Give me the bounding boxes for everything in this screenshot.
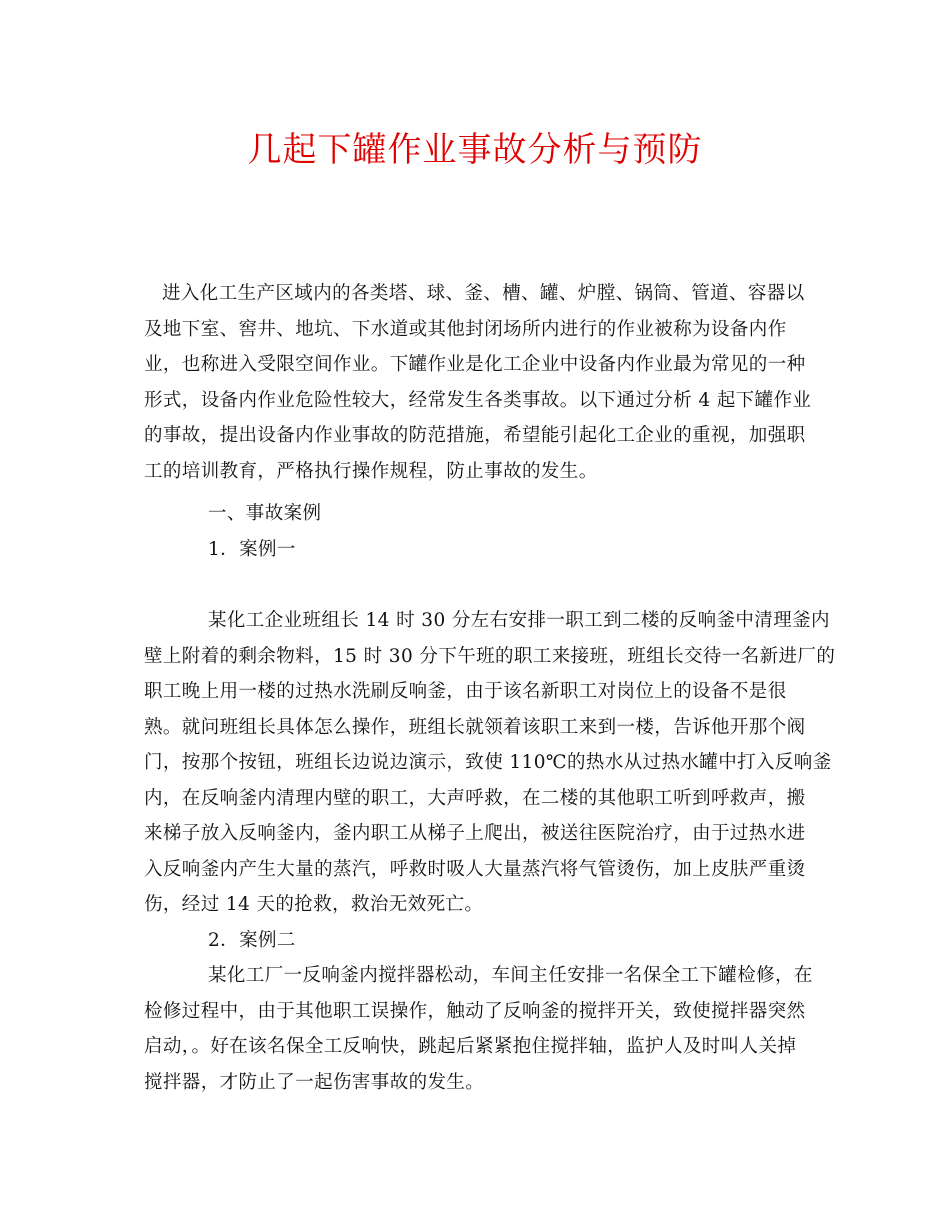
case1-line: 内，在反响釜内清理内壁的职工，大声呼救，在二楼的其他职工听到呼救声，搬: [144, 787, 806, 809]
intro-line: 的事故，提出设备内作业事故的防范措施，希望能引起化工企业的重视，加强职: [144, 425, 806, 446]
case1-line: 壁上附着的剩余物料，15 时 30 分下午班的职工来接班，班组长交待一名新进厂的: [144, 645, 836, 667]
case2-line: 检修过程中，由于其他职工误操作，触动了反响釜的搅拌开关，致使搅拌器突然: [144, 1000, 806, 1022]
case1-line: 某化工企业班组长 14 时 30 分左右安排一职工到二楼的反响釜中清理釜内: [208, 610, 830, 631]
case2-line: 某化工厂一反响釜内搅拌器松动，车间主任安排一名保全工下罐检修，在: [208, 965, 813, 986]
intro-line: 工的培训教育，严格执行操作规程，防止事故的发生。: [144, 460, 598, 482]
intro-line: 进入化工生产区域内的各类塔、球、釜、槽、罐、炉膛、锅筒、管道、容器以: [162, 283, 805, 304]
case1-heading: 1．案例一: [208, 538, 296, 560]
intro-paragraph: [144, 276, 816, 489]
document-title: 几起下罐作业事故分析与预防: [247, 130, 703, 170]
case1-line: 来梯子放入反响釜内，釜内职工从梯子上爬出，被送往医院治疗，由于过热水进: [144, 823, 806, 844]
case1-paragraph: [144, 603, 836, 1100]
intro-line: 及地下室、窖井、地坑、下水道或其他封闭场所内进行的作业被称为设备内作: [144, 318, 787, 340]
case1-line: 熟。就问班组长具体怎么操作，班组长就领着该职工来到一楼，告诉他开那个阀: [144, 716, 806, 738]
case2-line: 启动，。好在该名保全工反响快，跳起后紧紧抱住搅拌轴，监护人及时叫人关掉: [144, 1036, 797, 1057]
case1-line: 伤，经过 14 天的抢救，救治无效死亡。: [144, 894, 484, 915]
case1-line: 门，按那个按钮，班组长边说边演示，致使 110℃的热水从过热水罐中打入反响釜: [144, 752, 832, 773]
section-heading: 一、事故案例: [208, 503, 322, 524]
intro-line: 业，也称进入受限空间作业。下罐作业是化工企业中设备内作业最为常见的一种: [144, 354, 806, 375]
case2-line: 搅拌器，才防止了一起伤害事故的发生。: [144, 1071, 485, 1093]
section-heading-block: [144, 496, 816, 567]
case1-line: 职工晚上用一楼的过热水洗刷反响釜，由于该名新职工对岗位上的设备不是很: [144, 681, 787, 702]
case1-line: 入反响釜内产生大量的蒸汽，呼救时吸人大量蒸汽将气管烫伤，加上皮肤严重烫: [144, 858, 806, 880]
intro-line: 形式，设备内作业危险性较大，经常发生各类事故。以下通过分析 4 起下罐作业: [144, 389, 812, 411]
case2-heading: 2．案例二: [208, 929, 296, 951]
